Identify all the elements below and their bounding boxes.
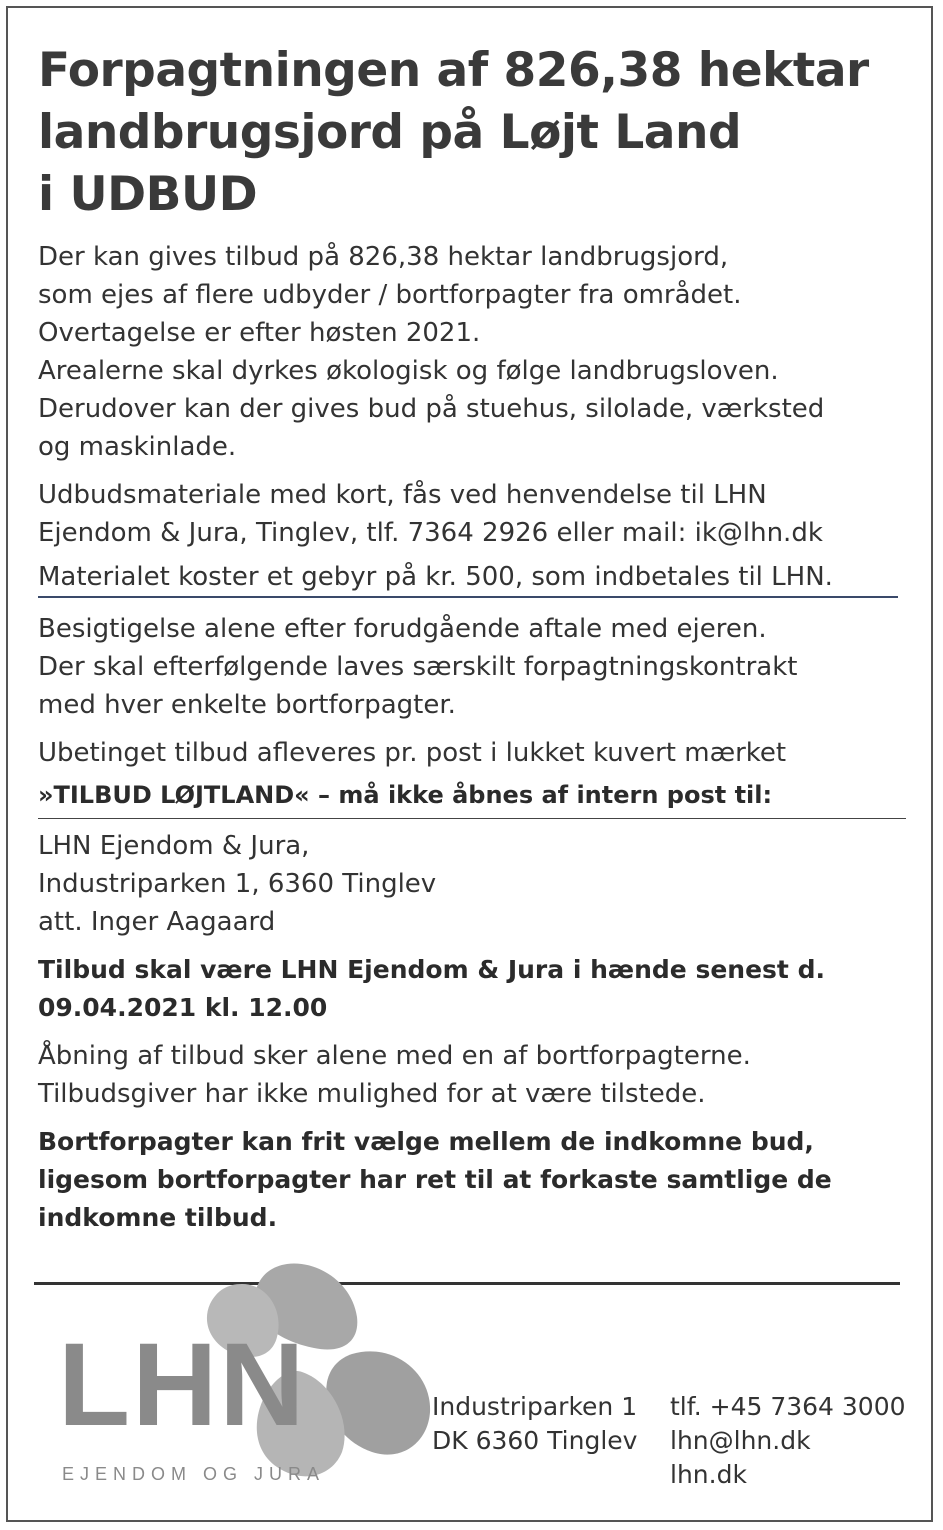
intro-line: Der kan gives tilbud på 826,38 hektar landbrugsjord, [38, 242, 729, 272]
intro-line: Overtagelse er efter høsten 2021. [38, 318, 481, 348]
closing-line: ligesom bortforpagter har ret til at forkaste samtlige de [38, 1165, 832, 1194]
inspection-line: Besigtigelse alene efter forudgående aftale med ejeren. [38, 614, 767, 644]
opening-paragraph [38, 1037, 898, 1113]
recipient-line: LHN Ejendom & Jura, [38, 831, 310, 861]
address-line: DK 6360 Tinglev [432, 1426, 638, 1455]
opening-line: Åbning af tilbud sker alene med en af bortforpagterne. [38, 1041, 751, 1071]
closing-paragraph [38, 1123, 898, 1237]
headline [38, 40, 898, 226]
logo-wordmark: LHN [58, 1319, 307, 1451]
submission-mark-line: »TILBUD LØJTLAND« – må ikke åbnes af intern post til: [38, 781, 773, 809]
ad-content [38, 40, 898, 1237]
inspection-line: med hver enkelte bortforpagter. [38, 690, 456, 720]
intro-paragraph [38, 238, 898, 466]
intro-line: som ejes af flere udbyder / bortforpagter fra området. [38, 280, 742, 310]
submission-paragraph [38, 734, 898, 814]
recipient-address [38, 827, 898, 941]
deadline-line: Tilbud skal være LHN Ejendom & Jura i hænde senest d. [38, 955, 825, 984]
contact-website: lhn.dk [670, 1460, 747, 1489]
section-divider [38, 818, 906, 819]
fee-text: Materialet koster et gebyr på kr. 500, som indbetales til LHN. [38, 558, 898, 598]
recipient-line: Industriparken 1, 6360 Tinglev [38, 869, 437, 899]
deadline-paragraph [38, 951, 898, 1027]
fee-paragraph [38, 558, 898, 598]
lhn-logo [52, 1262, 452, 1502]
contact-email: lhn@lhn.dk [670, 1426, 811, 1455]
footer-address [432, 1390, 637, 1458]
footer-contact [670, 1390, 906, 1492]
inspection-line: Der skal efterfølgende laves særskilt forpagtningskontrakt [38, 652, 798, 682]
material-paragraph [38, 476, 898, 552]
material-line: Ejendom & Jura, Tinglev, tlf. 7364 2926 eller mail: ik@lhn.dk [38, 518, 823, 548]
address-line: Industriparken 1 [432, 1392, 638, 1421]
inspection-paragraph [38, 610, 898, 724]
headline-line-2: landbrugsjord på Løjt Land [38, 105, 742, 160]
material-line: Udbudsmateriale med kort, fås ved henvendelse til LHN [38, 480, 767, 510]
opening-line: Tilbudsgiver har ikke mulighed for at være tilstede. [38, 1079, 706, 1109]
contact-phone: tlf. +45 7364 3000 [670, 1392, 906, 1421]
headline-line-1: Forpagtningen af 826,38 hektar [38, 43, 869, 98]
logo-subtitle: EJENDOM OG JURA [62, 1464, 326, 1484]
recipient-line: att. Inger Aagaard [38, 907, 276, 937]
intro-line: Derudover kan der gives bud på stuehus, silolade, værksted [38, 394, 825, 424]
intro-line: Arealerne skal dyrkes økologisk og følge landbrugsloven. [38, 356, 779, 386]
submission-line: Ubetinget tilbud afleveres pr. post i lukket kuvert mærket [38, 738, 787, 768]
intro-line: og maskinlade. [38, 432, 237, 462]
deadline-line: 09.04.2021 kl. 12.00 [38, 993, 328, 1022]
headline-line-3: i UDBUD [38, 167, 258, 222]
closing-line: indkomne tilbud. [38, 1203, 278, 1232]
closing-line: Bortforpagter kan frit vælge mellem de indkomne bud, [38, 1127, 814, 1156]
